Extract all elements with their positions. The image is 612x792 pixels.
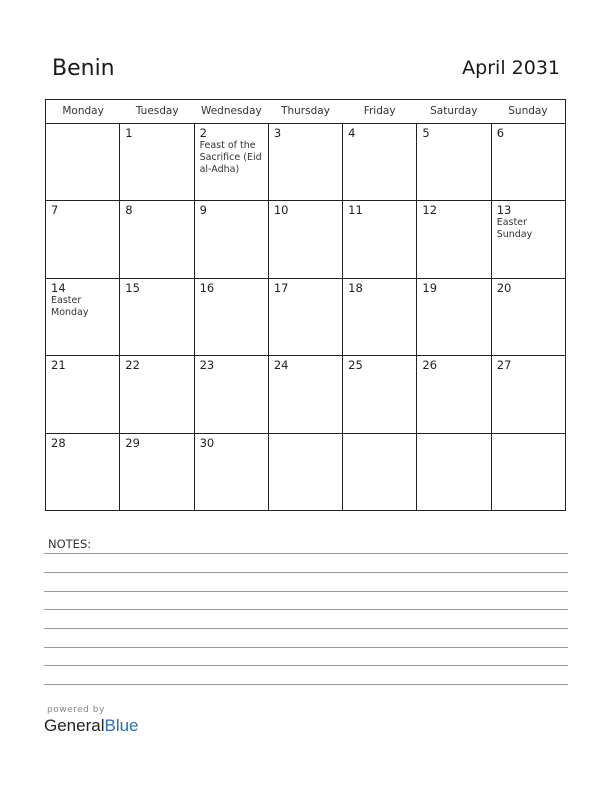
date-number: 13 — [496, 203, 512, 218]
day-cell — [195, 201, 269, 277]
date-number: 19 — [422, 280, 438, 295]
date-number: 17 — [273, 280, 289, 295]
day-cell — [417, 356, 491, 432]
weekday-tuesday: Tuesday — [135, 105, 179, 117]
date-number: 12 — [422, 203, 438, 218]
note-line — [44, 628, 568, 629]
day-cell — [195, 356, 269, 432]
date-number: 29 — [125, 435, 140, 450]
date-number: 7 — [51, 203, 59, 218]
day-cell — [492, 124, 565, 200]
date-number: 8 — [125, 203, 133, 218]
day-cell — [343, 434, 417, 511]
day-cell — [120, 201, 194, 277]
date-number: 28 — [51, 435, 66, 450]
date-number: 16 — [199, 280, 215, 295]
day-cell — [492, 279, 565, 355]
day-cell — [269, 201, 343, 277]
day-cell — [417, 201, 491, 277]
date-number: 15 — [125, 280, 140, 295]
day-cell — [417, 124, 491, 200]
date-number: 24 — [273, 358, 289, 373]
date-number: 1 — [125, 126, 133, 140]
note-line — [44, 609, 568, 610]
note-line — [44, 684, 568, 685]
date-number: 3 — [273, 126, 282, 140]
holiday-label: Easter Sunday — [496, 217, 533, 241]
date-number: 9 — [199, 203, 207, 218]
day-cell — [492, 201, 565, 277]
day-cell — [492, 356, 565, 432]
day-cell — [120, 356, 194, 432]
day-cell — [417, 279, 491, 355]
day-cell — [46, 434, 120, 511]
day-cell — [46, 201, 120, 277]
date-number: 22 — [125, 358, 140, 373]
weekday-header — [46, 100, 565, 124]
date-number: 18 — [348, 280, 363, 295]
note-line — [44, 572, 568, 573]
note-line — [44, 647, 568, 648]
day-cell — [120, 434, 194, 511]
day-cell — [195, 279, 269, 355]
note-line — [44, 591, 568, 592]
note-line — [44, 665, 568, 666]
day-cell — [120, 279, 194, 355]
weekday-friday: Friday — [363, 105, 396, 117]
date-number: 23 — [199, 358, 215, 373]
day-cell — [46, 124, 120, 200]
weekday-thursday: Thursday — [281, 105, 330, 117]
holiday-label: Feast of the Sacrifice (Eid al-Adha) — [199, 140, 262, 175]
holiday-label: Easter Monday — [51, 294, 89, 318]
day-cell — [269, 434, 343, 511]
note-line — [44, 553, 568, 554]
weekday-monday: Monday — [62, 105, 104, 117]
day-cell — [343, 124, 417, 200]
brand-part1: General — [44, 716, 105, 735]
date-number: 26 — [422, 358, 438, 373]
day-cell — [343, 356, 417, 432]
day-cell — [343, 201, 417, 277]
week-row — [46, 434, 565, 511]
day-cell — [417, 434, 491, 511]
day-cell — [195, 434, 269, 511]
weekday-sunday: Sunday — [508, 105, 548, 117]
weekday-saturday: Saturday — [430, 105, 478, 117]
month-title: April 2031 — [462, 57, 560, 79]
date-number: 11 — [348, 203, 363, 218]
day-cell — [195, 124, 269, 200]
date-number: 2 — [199, 126, 207, 140]
notes-label: NOTES: — [48, 537, 92, 551]
day-cell — [46, 279, 120, 355]
week-row — [46, 201, 565, 278]
day-cell — [269, 124, 343, 200]
date-number: 14 — [51, 280, 66, 295]
date-number: 27 — [496, 358, 512, 373]
date-number: 4 — [348, 126, 356, 140]
date-number: 6 — [496, 126, 505, 140]
week-row — [46, 279, 565, 356]
date-number: 30 — [199, 435, 215, 450]
generalblue-logo[interactable] — [44, 716, 139, 736]
day-cell — [492, 434, 565, 511]
brand-part2: Blue — [104, 716, 139, 735]
day-cell — [269, 356, 343, 432]
day-cell — [343, 279, 417, 355]
powered-by-text: powered by — [47, 705, 105, 715]
week-row — [46, 356, 565, 433]
calendar-grid — [45, 99, 566, 511]
week-row — [46, 124, 565, 201]
date-number: 21 — [51, 358, 66, 373]
date-number: 25 — [348, 358, 363, 373]
day-cell — [46, 356, 120, 432]
country-title: Benin — [52, 56, 115, 81]
weeks-container — [46, 124, 565, 511]
date-number: 10 — [273, 203, 289, 218]
day-cell — [120, 124, 194, 200]
date-number: 5 — [422, 126, 430, 140]
day-cell — [269, 279, 343, 355]
weekday-wednesday: Wednesday — [200, 105, 262, 117]
date-number: 20 — [496, 280, 512, 295]
